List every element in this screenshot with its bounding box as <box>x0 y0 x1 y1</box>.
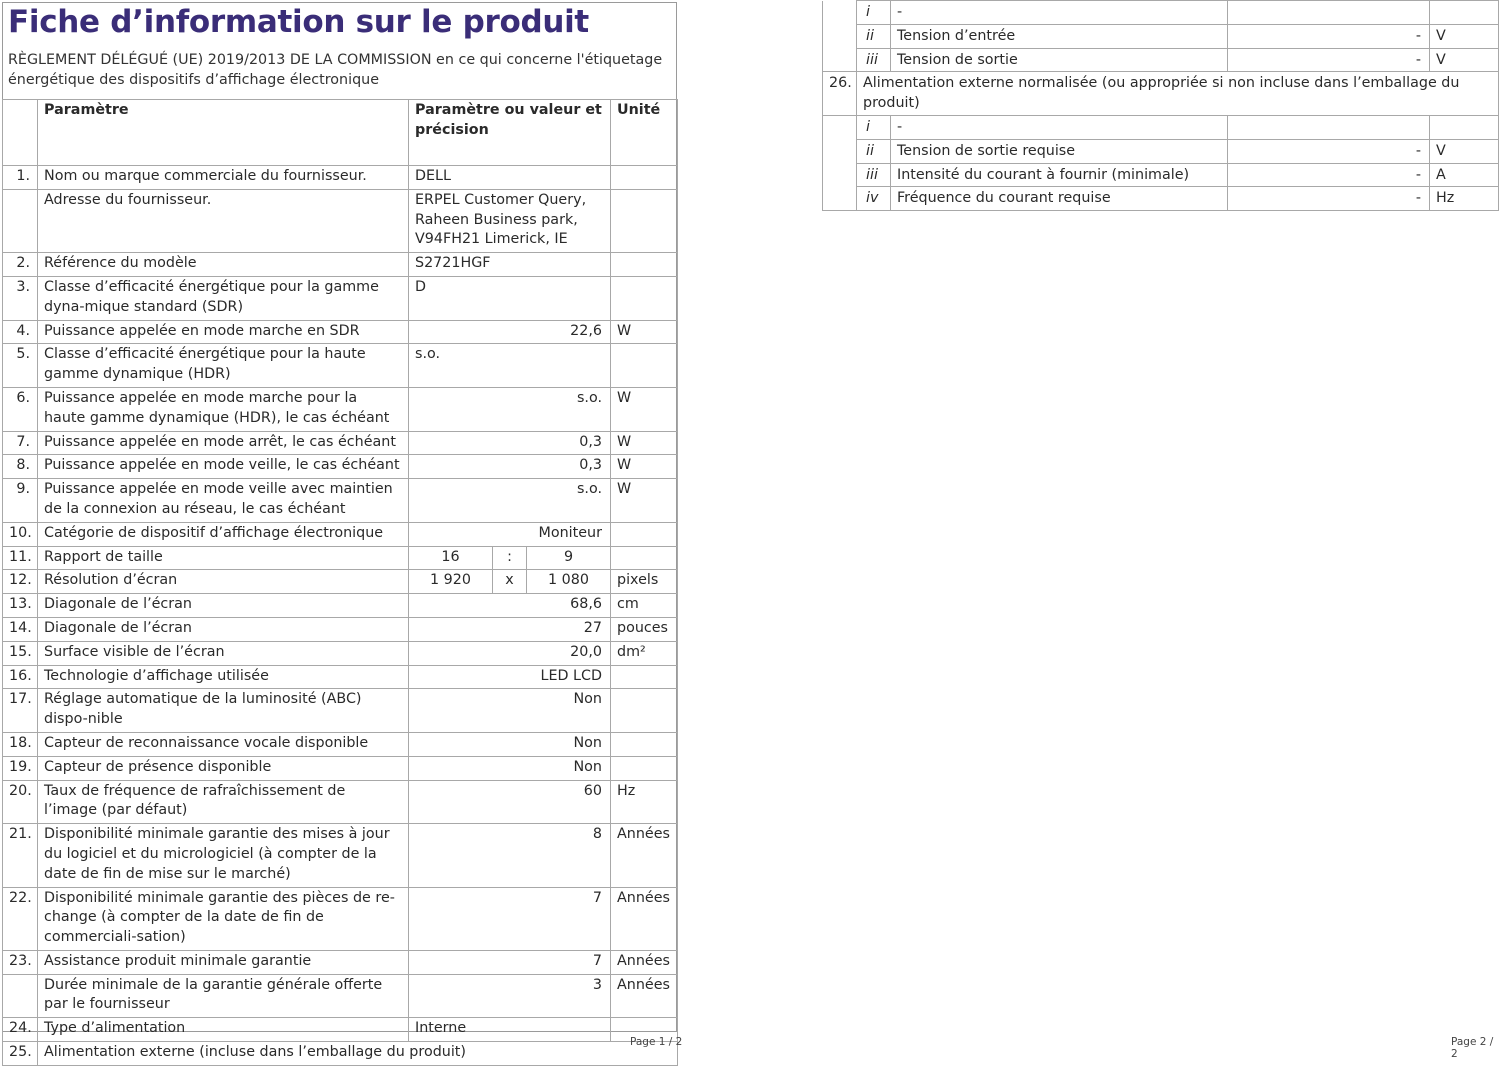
table-row: i - <box>823 115 1499 139</box>
header-unit: Unité <box>611 100 678 166</box>
table-row: 16. Technologie d’affichage utilisée LED LCD <box>3 665 678 689</box>
product-info-table <box>2 99 678 1066</box>
table-row: 9. Puissance appelée en mode veille avec maintien de la connexion au réseau, le cas échéant s.o. W <box>3 479 678 523</box>
table-row: 4. Puissance appelée en mode marche en SDR 22,6 W <box>3 320 678 344</box>
table-row: 22. Disponibilité minimale garantie des pièces de re-change (à compter de la date de fin de commerciali-sation) 7 Années <box>3 887 678 950</box>
table-row: 8. Puissance appelée en mode veille, le cas échéant 0,3 W <box>3 455 678 479</box>
table-row: 17. Réglage automatique de la luminosité (ABC) dispo-nible Non <box>3 689 678 733</box>
table-row: 18. Capteur de reconnaissance vocale disponible Non <box>3 732 678 756</box>
regulation-subtitle: RÈGLEMENT DÉLÉGUÉ (UE) 2019/2013 DE LA COMMISSION en ce qui concerne l'étiquetage énergétique des dispositifs d’affichage électronique <box>8 52 663 88</box>
table-row: 2. Référence du modèle S2721HGF <box>3 253 678 277</box>
table-row: 23. Assistance produit minimale garantie 7 Années <box>3 950 678 974</box>
table-row: 24. Type d’alimentation Interne <box>3 1018 678 1042</box>
table-row: Durée minimale de la garantie générale offerte par le fournisseur 3 Années <box>3 974 678 1018</box>
table-row: 13. Diagonale de l’écran 68,6 cm <box>3 594 678 618</box>
table-row: 1. Nom ou marque commerciale du fournisseur. DELL <box>3 166 678 190</box>
table-row: 10. Catégorie de dispositif d’affichage électronique Moniteur <box>3 522 678 546</box>
document-title: Fiche d’information sur le produit <box>8 4 589 40</box>
table-row: 14. Diagonale de l’écran 27 pouces <box>3 617 678 641</box>
table-header-row <box>3 100 678 166</box>
table-row: 7. Puissance appelée en mode arrêt, le cas échéant 0,3 W <box>3 431 678 455</box>
table-row: Adresse du fournisseur. ERPEL Customer Query, Raheen Business park, V94FH21 Limerick, IE <box>3 189 678 252</box>
page-number-2: Page 2 / 2 <box>1451 1036 1494 1060</box>
table-row: 25. Alimentation externe (incluse dans l’emballage du produit) <box>3 1042 678 1066</box>
header-parameter: Paramètre <box>38 100 409 166</box>
table-row: 6. Puissance appelée en mode marche pour la haute gamme dynamique (HDR), le cas échéant s.o. W <box>3 387 678 431</box>
table-row: 26. Alimentation externe normalisée (ou appropriée si non incluse dans l’emballage du produit) <box>823 72 1499 116</box>
table-row: ii Tension d’entrée - V <box>823 24 1499 48</box>
table-row: 11. Rapport de taille 16 : 9 <box>3 546 678 570</box>
table-row: 20. Taux de fréquence de rafraîchissement de l’image (par défaut) 60 Hz <box>3 780 678 824</box>
table-row: 12. Résolution d’écran 1 920 x 1 080 pixels <box>3 570 678 594</box>
external-power-table <box>822 0 1499 211</box>
table-row: iv Fréquence du courant requise - Hz <box>823 187 1499 211</box>
table-row: 19. Capteur de présence disponible Non <box>3 756 678 780</box>
table-row: 15. Surface visible de l’écran 20,0 dm² <box>3 641 678 665</box>
table-row: iii Intensité du courant à fournir (minimale) - A <box>823 163 1499 187</box>
table-row: i - <box>823 1 1499 25</box>
page-number-1: Page 1 / 2 <box>630 1036 683 1048</box>
table-row: 5. Classe d’efficacité énergétique pour la haute gamme dynamique (HDR) s.o. <box>3 344 678 388</box>
table-row: iii Tension de sortie - V <box>823 48 1499 72</box>
table-row: 21. Disponibilité minimale garantie des mises à jour du logiciel et du micrologiciel (à compter de la date de fin de mise sur le marché) 8 Années <box>3 824 678 887</box>
header-value: Paramètre ou valeur et précision <box>409 100 611 166</box>
table-row: ii Tension de sortie requise - V <box>823 139 1499 163</box>
table-row: 3. Classe d’efficacité énergétique pour la gamme dyna-mique standard (SDR) D <box>3 276 678 320</box>
